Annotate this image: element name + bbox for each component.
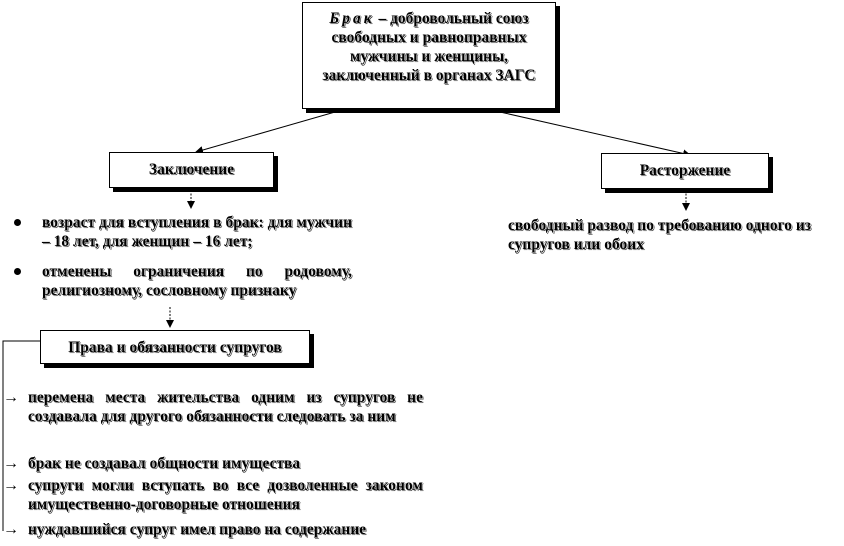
conclusion-label: Заключение (148, 161, 235, 178)
arrow-right-icon: → (3, 389, 19, 406)
dissolution-text: свободный развод по требованию одного из супругов или обоих (508, 217, 812, 253)
rights-item-text: супруги могли вступать во все дозволенные законом имущественно-договорные отношения (28, 477, 423, 513)
arrow-right-icon: → (3, 455, 19, 472)
rights-label: Права и обязанности супругов (68, 339, 282, 356)
definition-box (302, 2, 556, 109)
rights-box (40, 330, 310, 364)
dissolution-label: Расторжение (639, 162, 731, 179)
rights-item-text: перемена места жительства одним из супругов не создавала для другого обязанности следовать за ним (28, 389, 423, 425)
rights-item-text: брак не создавал общности имущества (28, 455, 301, 472)
arrow-right-icon: → (3, 521, 19, 538)
conclusion-item-text: отменены ограничения по родовому, религиозному, сословному признаку (42, 263, 352, 299)
bullet-dot-icon (14, 219, 21, 226)
arrow-to-dissolution (500, 112, 690, 155)
bullet-dot-icon (14, 268, 21, 275)
definition-text (307, 9, 551, 85)
arrow-to-conclusion (196, 112, 335, 152)
arrow-right-icon: → (3, 477, 19, 494)
conclusion-box (109, 152, 274, 188)
rights-item-text: нуждавшийся супруг имел право на содержание (28, 521, 367, 538)
definition-term: Брак (329, 10, 375, 27)
conclusion-item-text: возраст для вступления в брак: для мужчин – 18 лет, для женщин – 16 лет; (42, 214, 352, 250)
dissolution-box (601, 153, 769, 189)
definition-body: – добровольный союз свободных и равноправных мужчины и женщины, заключенный в органах ЗАГС (322, 10, 536, 84)
